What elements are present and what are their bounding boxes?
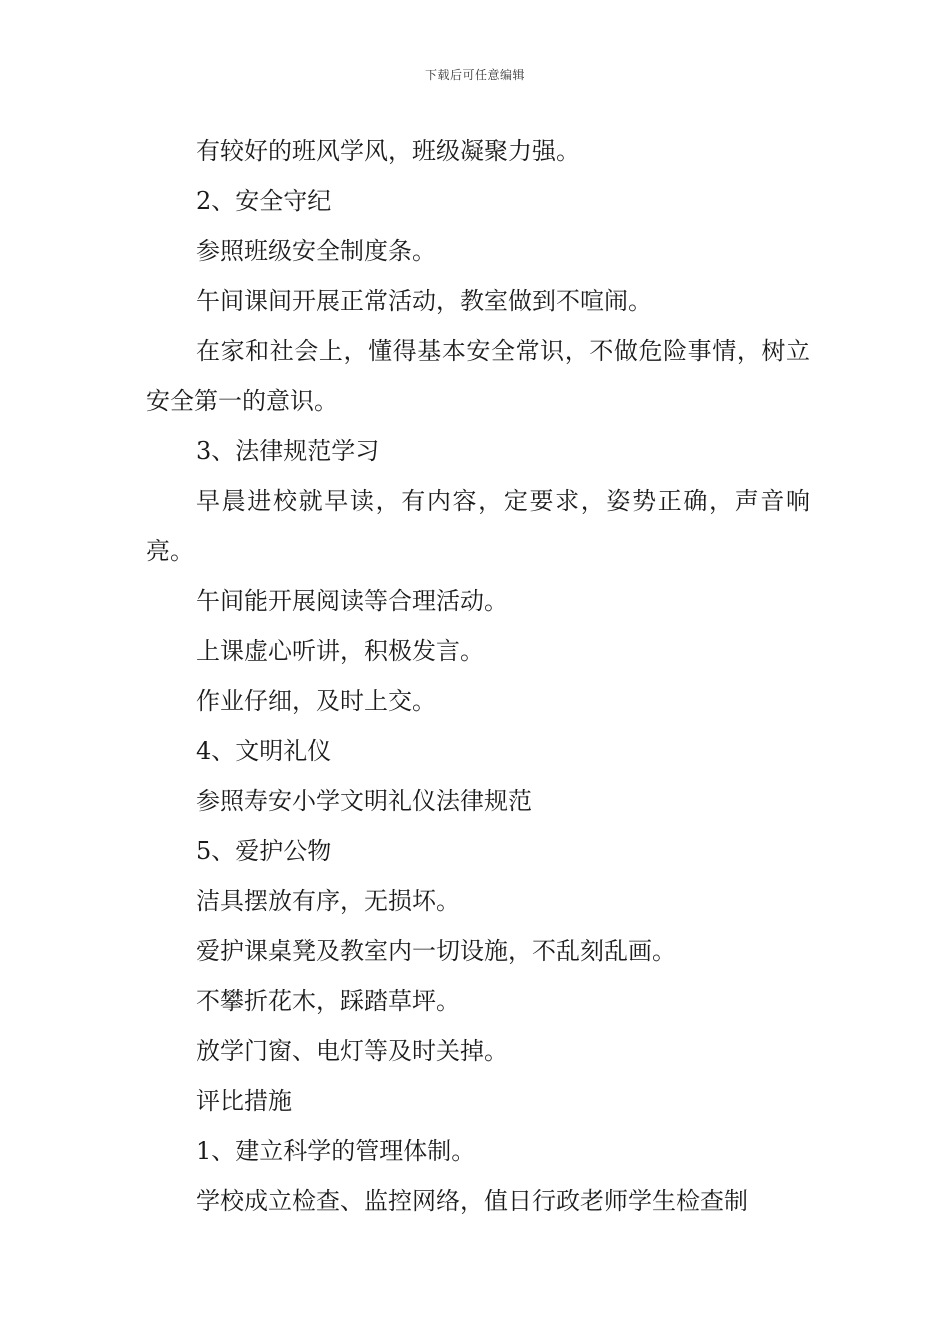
section-heading-property: 5、爱护公物 xyxy=(196,837,332,865)
section-heading-law: 3、法律规范学习 xyxy=(196,437,380,465)
paragraph: 学校成立检查、监控网络，值日行政老师学生检查制 xyxy=(196,1187,748,1215)
page-header-note: 下载后可任意编辑 xyxy=(424,68,525,82)
paragraph: 早晨进校就早读，有内容，定要求，姿势正确，声音响亮。 xyxy=(146,487,810,565)
paragraph: 洁具摆放有序，无损坏。 xyxy=(196,887,460,915)
paragraph: 参照寿安小学文明礼仪法律规范 xyxy=(196,787,532,815)
paragraph: 午间能开展阅读等合理活动。 xyxy=(196,587,508,615)
paragraph: 作业仔细，及时上交。 xyxy=(196,687,436,715)
paragraph: 不攀折花木，踩踏草坪。 xyxy=(196,987,460,1015)
paragraph: 放学门窗、电灯等及时关掉。 xyxy=(196,1037,508,1065)
section-heading-safety: 2、安全守纪 xyxy=(196,187,332,215)
paragraph: 午间课间开展正常活动，教室做到不喧闹。 xyxy=(196,287,652,315)
paragraph: 爱护课桌凳及教室内一切设施，不乱刻乱画。 xyxy=(196,937,676,965)
paragraph: 上课虚心听讲，积极发言。 xyxy=(196,637,484,665)
paragraph: 1、建立科学的管理体制。 xyxy=(196,1137,476,1165)
paragraph: 参照班级安全制度条。 xyxy=(196,237,436,265)
paragraph: 有较好的班风学风，班级凝聚力强。 xyxy=(196,137,580,165)
section-heading-evaluation: 评比措施 xyxy=(196,1087,292,1115)
document-body xyxy=(146,126,810,1226)
section-heading-etiquette: 4、文明礼仪 xyxy=(196,737,332,765)
paragraph: 在家和社会上，懂得基本安全常识，不做危险事情，树立安全第一的意识。 xyxy=(146,337,810,415)
